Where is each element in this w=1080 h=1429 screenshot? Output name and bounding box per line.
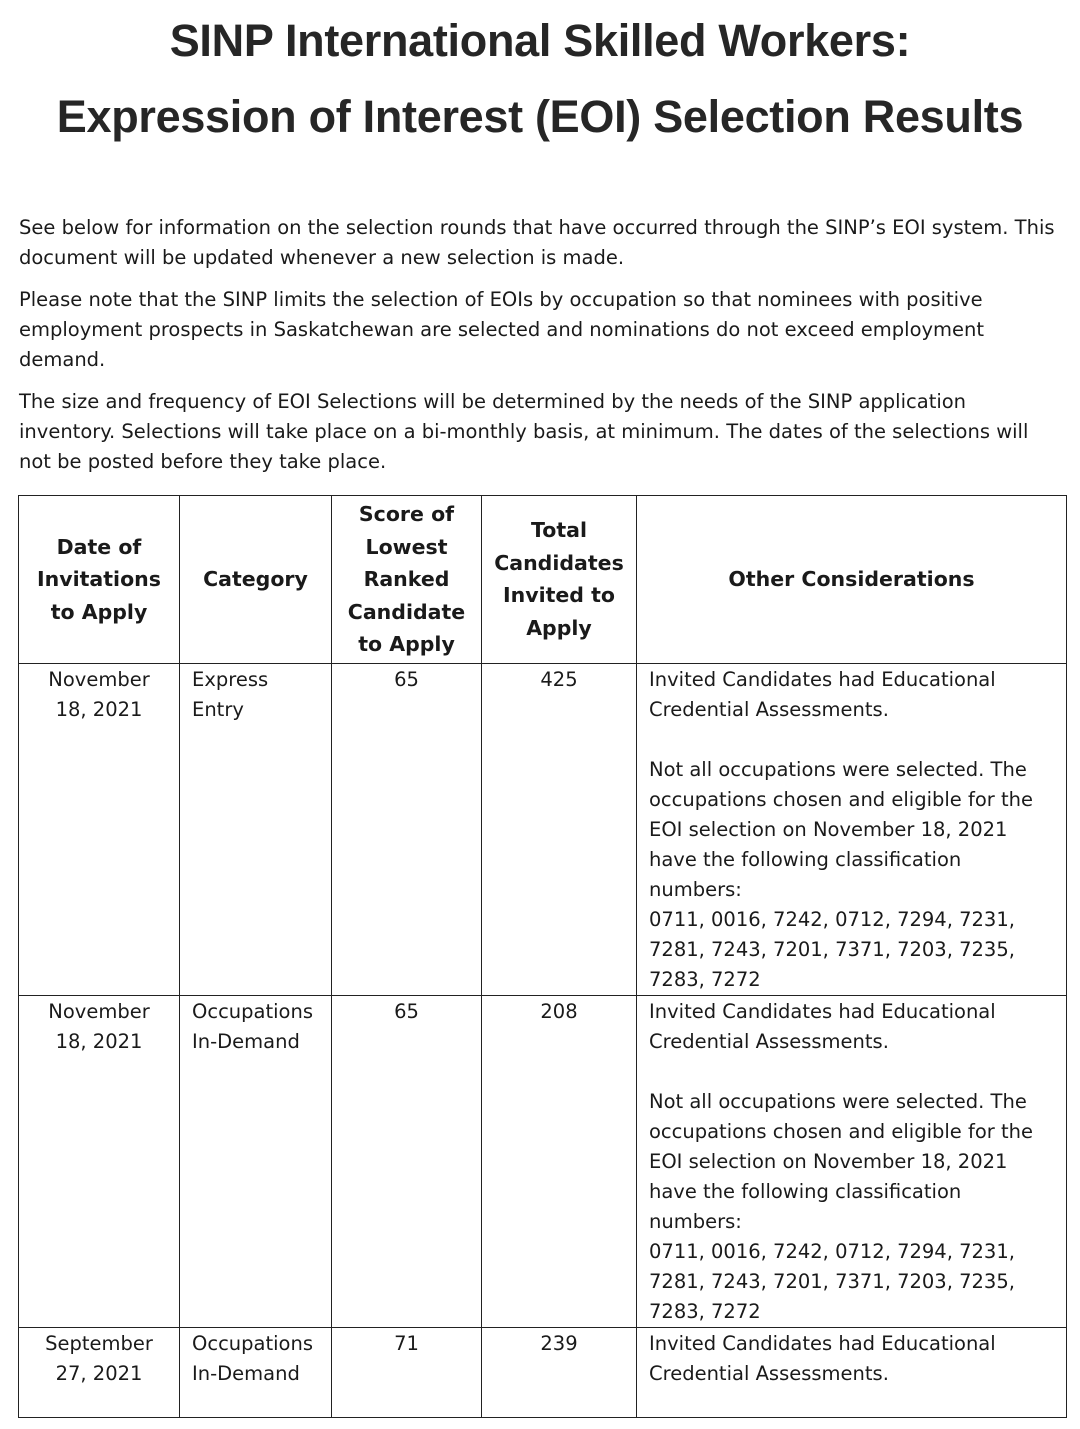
cell-score: 71 [332,1327,482,1417]
category-line-1: Express [192,667,269,691]
cell-date [19,1327,180,1417]
cell-score: 65 [332,663,482,995]
cell-other-considerations [637,995,1067,1327]
cell-date [19,663,180,995]
cell-score: 65 [332,995,482,1327]
document-title [0,3,1080,155]
cell-other-considerations [637,1327,1067,1417]
intro-paragraph-3: The size and frequency of EOI Selections will be determined by the needs of the SINP application inventory. Selections will take place on a bi-monthly basis, at minimum. The dates of the selections will not be posted before they take place. [19,390,1029,473]
header-total: Total Candidates Invited to Apply [482,496,637,664]
category-line-2: Entry [192,697,244,721]
selection-results-table [18,495,1067,1418]
date-line-2: 18, 2021 [55,697,143,721]
classification-numbers: 0711, 0016, 7242, 0712, 7294, 7231, 7281, 7243, 7201, 7371, 7203, 7235, 7283, 7272 [649,907,1015,991]
table-header-row [19,496,1067,664]
category-line-2: In-Demand [192,1361,300,1385]
header-date: Date of Invitations to Apply [19,496,180,664]
other-text-2: Not all occupations were selected. The occupations chosen and eligible for the EOI selection on November 18, 2021 have the following classification numbers: [649,1089,1034,1233]
table-row [19,1327,1067,1417]
cell-total: 239 [482,1327,637,1417]
category-line-2: In-Demand [192,1029,300,1053]
date-line-1: November [48,999,150,1023]
date-line-1: September [45,1331,153,1355]
category-line-1: Occupations [192,999,313,1023]
category-line-1: Occupations [192,1331,313,1355]
cell-category [180,995,332,1327]
date-line-1: November [48,667,150,691]
header-category: Category [180,496,332,664]
title-line-1: SINP International Skilled Workers: [169,15,911,66]
cell-date [19,995,180,1327]
date-line-2: 18, 2021 [55,1029,143,1053]
classification-numbers: 0711, 0016, 7242, 0712, 7294, 7231, 7281, 7243, 7201, 7371, 7203, 7235, 7283, 7272 [649,1239,1015,1323]
cell-total: 425 [482,663,637,995]
intro-paragraph-1: See below for information on the selection rounds that have occurred through the SINP’s EOI system. This document will be updated whenever a new selection is made. [19,216,1055,269]
cell-total: 208 [482,995,637,1327]
header-other: Other Considerations [637,496,1067,664]
date-line-2: 27, 2021 [55,1361,143,1385]
table-row [19,995,1067,1327]
other-text-1: Invited Candidates had Educational Credential Assessments. [649,1331,996,1385]
intro-paragraph-2: Please note that the SINP limits the selection of EOIs by occupation so that nominees with positive employment prospects in Saskatchewan are selected and nominations do not exceed employment demand. [19,288,985,371]
header-score: Score of Lowest Ranked Candidate to Apply [332,496,482,664]
other-text-2: Not all occupations were selected. The occupations chosen and eligible for the EOI selection on November 18, 2021 have the following classification numbers: [649,757,1034,901]
other-text-1: Invited Candidates had Educational Credential Assessments. [649,999,996,1053]
cell-category [180,1327,332,1417]
intro-section [19,213,1064,489]
other-text-1: Invited Candidates had Educational Credential Assessments. [649,667,996,721]
cell-other-considerations [637,663,1067,995]
cell-category [180,663,332,995]
title-line-2: Expression of Interest (EOI) Selection Results [56,91,1024,142]
table-row [19,663,1067,995]
